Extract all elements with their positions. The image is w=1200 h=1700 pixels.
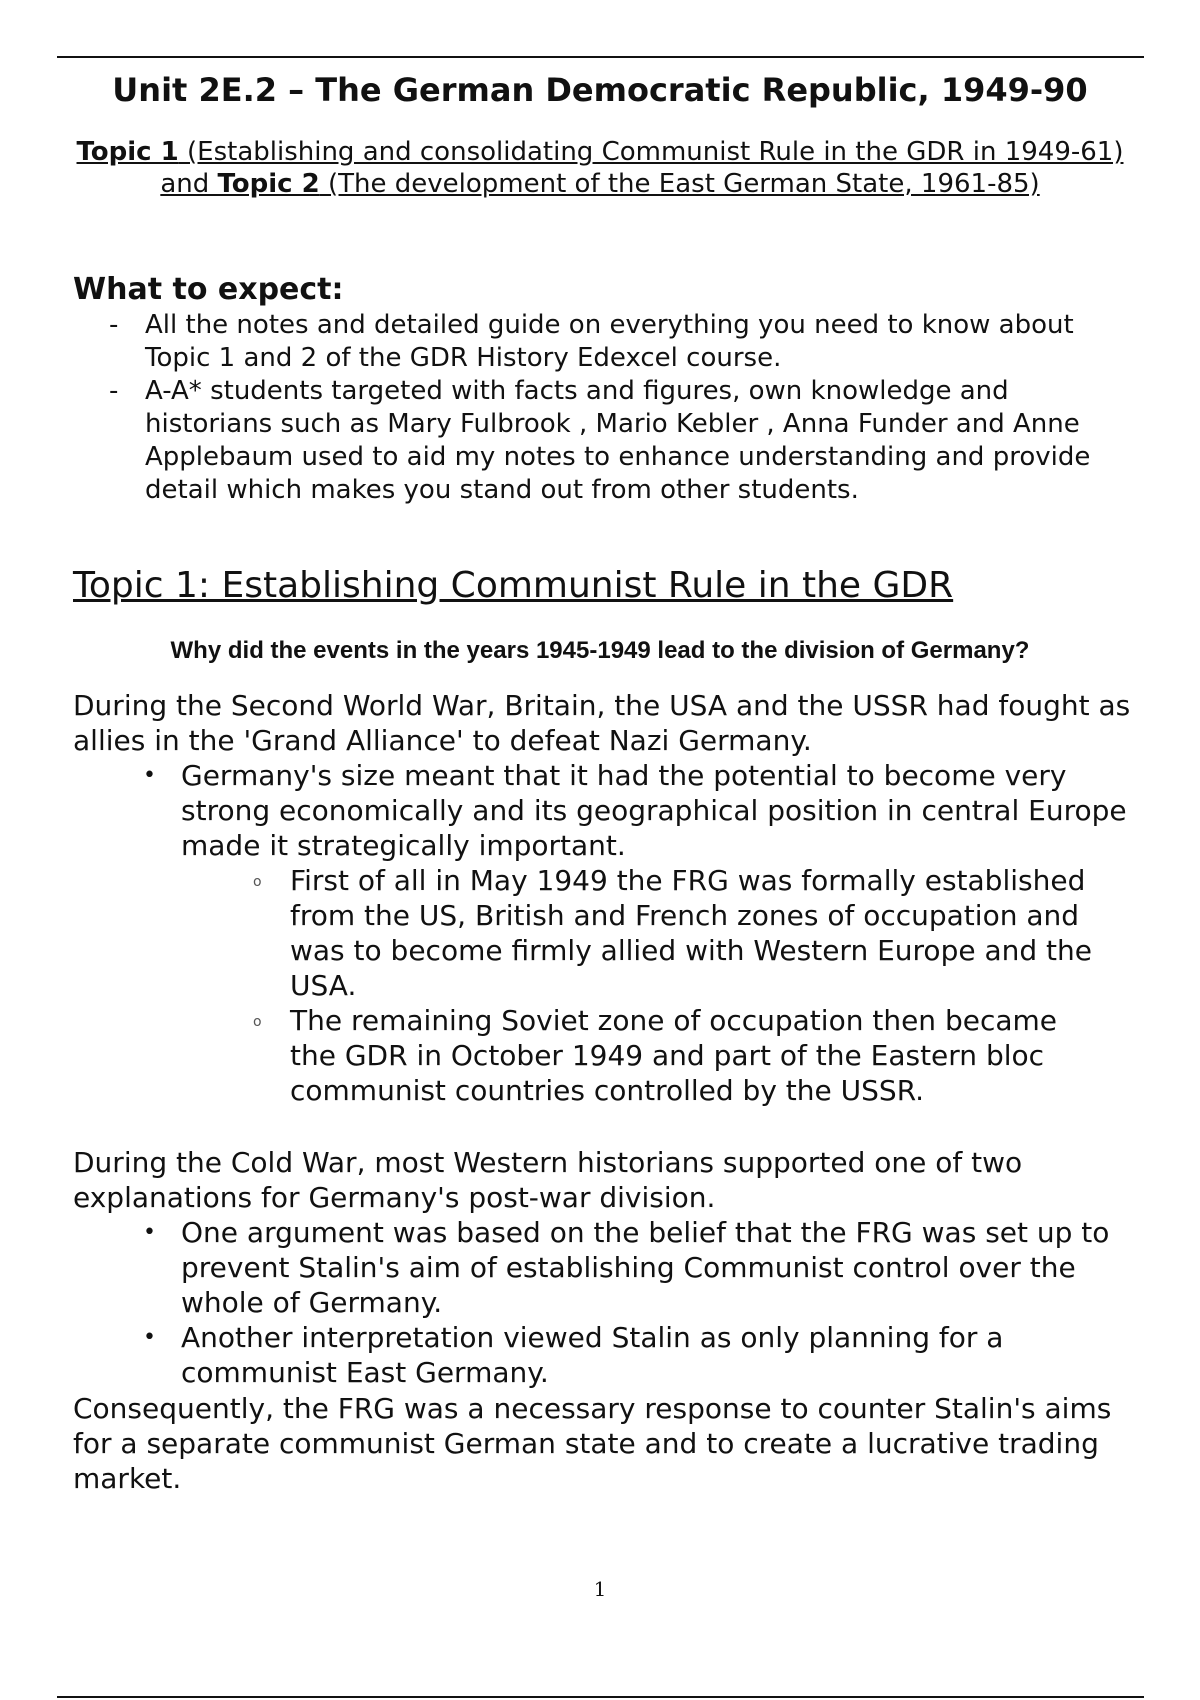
topic2-label: Topic 2 [217, 169, 320, 199]
section-question: Why did the events in the years 1945-1949 lead to the division of Germany? [170, 637, 1030, 664]
bullet-item [73, 1320, 1133, 1390]
topic-heading: Topic 1: Establishing Communist Rule in the GDR [73, 565, 954, 606]
paragraph-grand-alliance: During the Second World War, Britain, the USA and the USSR had fought as allies in the 'Grand Alliance' to defeat Nazi Germany. [73, 689, 1131, 757]
sub-bullet-text: First of all in May 1949 the FRG was formally established from the US, British and French zones of occupation and was to become firmly allied with Western Europe and the USA. [290, 864, 1092, 1002]
sub-bullet-circle-icon: o [253, 874, 262, 890]
sub-bullet-item [73, 863, 1110, 1003]
sub-bullet-circle-icon: o [253, 1014, 262, 1030]
expect-item [73, 375, 1113, 507]
paragraph-cold-war: During the Cold War, most Western historians supported one of two explanations for Germany's post-war division. [73, 1146, 1023, 1214]
bullet-text: Germany's size meant that it had the potential to become very strong economically and its geographical position in central Europe made it strategically important. [181, 759, 1127, 862]
top-rule [57, 56, 1144, 58]
expect-item-text: A-A* students targeted with facts and figures, own knowledge and historians such as Mary Fulbrook , Mario Kebler , Anna Funder and Anne Applebaum used to aid my notes to enhance understanding and provide detail which makes you stand out from other students. [145, 376, 1091, 505]
bullet-dot-icon: • [143, 763, 156, 788]
bullet-text: One argument was based on the belief that the FRG was set up to prevent Stalin's aim of establishing Communist control over the whole of Germany. [181, 1216, 1110, 1319]
paragraph-consequently: Consequently, the FRG was a necessary response to counter Stalin's aims for a separate communist German state and to create a lucrative trading market. [73, 1392, 1112, 1495]
sub-bullet-item [73, 1003, 1110, 1108]
expect-heading: What to expect: [73, 272, 344, 307]
dash-bullet: - [109, 376, 119, 406]
expect-item-text: All the notes and detailed guide on everything you need to know about Topic 1 and 2 of the GDR History Edexcel course. [145, 310, 1074, 373]
bullet-dot-icon: • [143, 1325, 156, 1350]
bottom-rule [57, 1696, 1144, 1698]
page-number: 1 [593, 1577, 607, 1601]
sub-bullet-text: The remaining Soviet zone of occupation then became the GDR in October 1949 and part of the Eastern bloc communist countries controlled by the USSR. [290, 1004, 1057, 1107]
expect-item [73, 309, 1113, 375]
topic1-description: (Establishing and consolidating Communist Rule in the GDR in 1949-61) and [160, 137, 1124, 199]
topic1-label: Topic 1 [76, 137, 179, 167]
bullet-list-interpretations [73, 1215, 1133, 1390]
bullet-item [73, 1215, 1133, 1320]
document-title: Unit 2E.2 – The German Democratic Republic, 1949-90 [112, 71, 1088, 109]
dash-bullet: - [109, 310, 119, 340]
bullet-list-germany [73, 758, 1133, 1108]
bullet-item [73, 758, 1133, 863]
bullet-dot-icon: • [143, 1220, 156, 1245]
document-subtitle [70, 136, 1130, 200]
bullet-text: Another interpretation viewed Stalin as only planning for a communist East Germany. [181, 1321, 1004, 1389]
topic2-description: (The development of the East German State, 1961-85) [319, 169, 1040, 199]
expect-list [73, 309, 1113, 507]
